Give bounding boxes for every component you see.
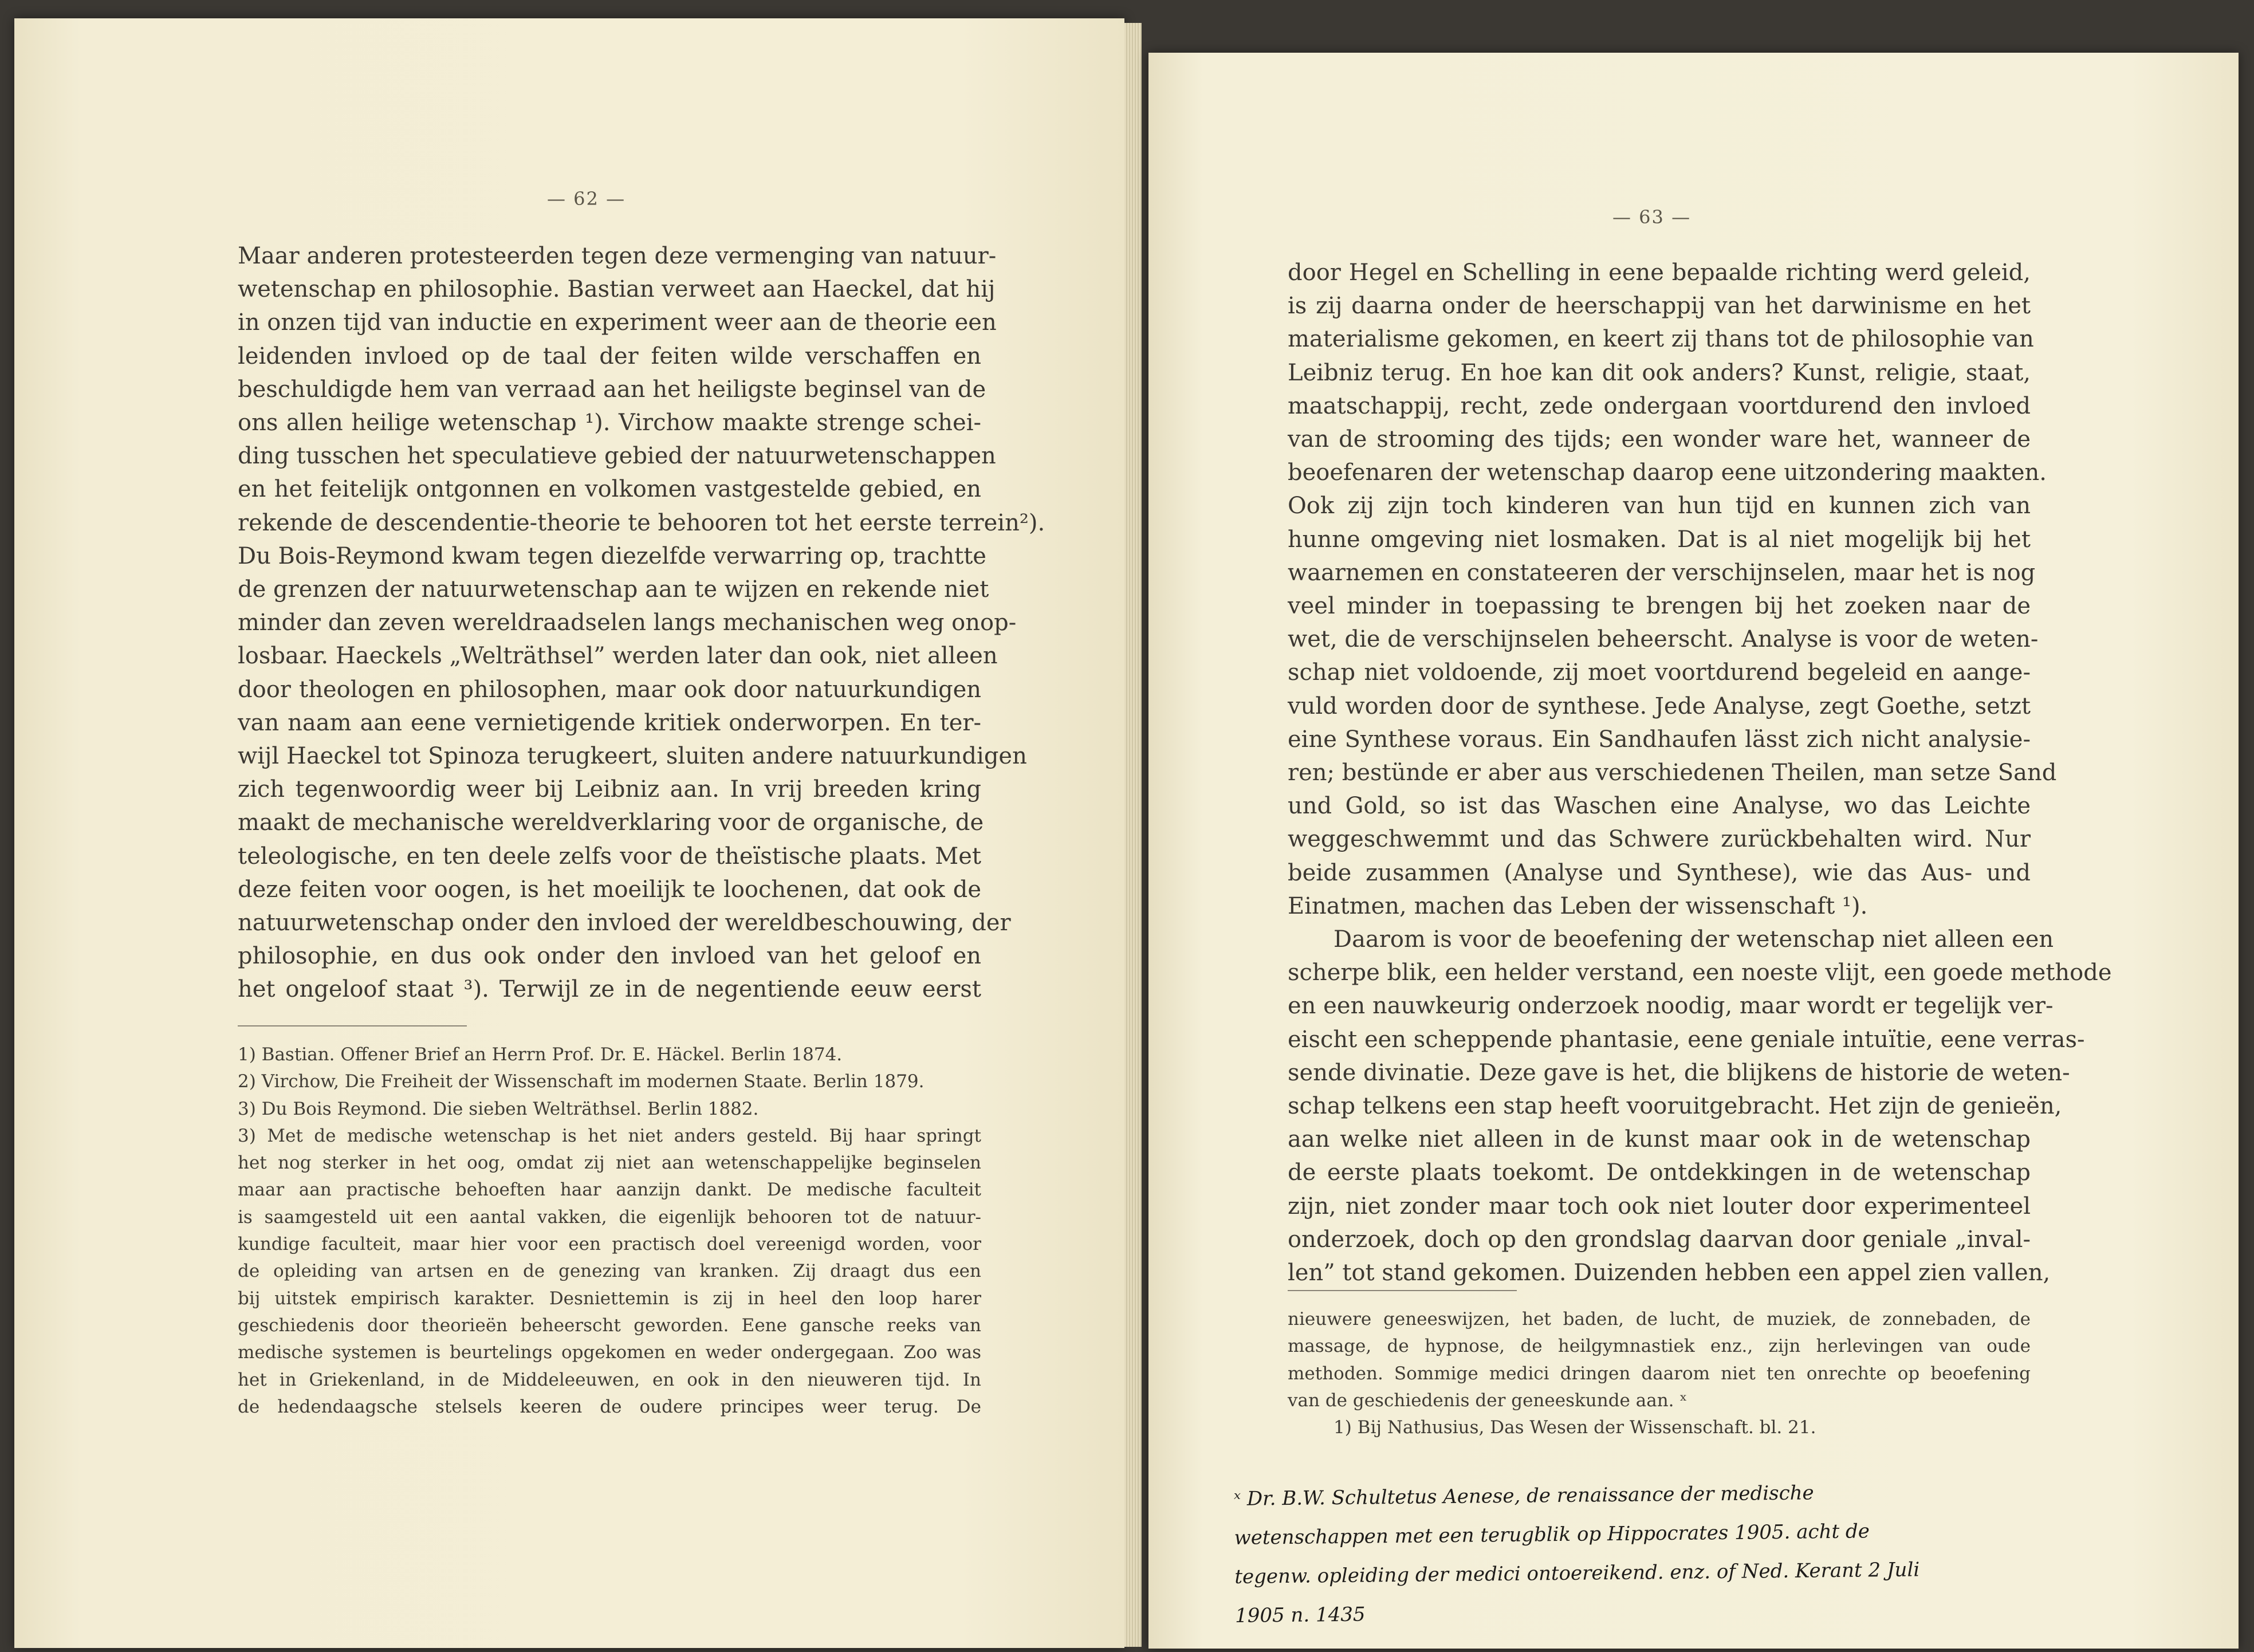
text-line: Daarom is voor de beoefening der wetenschap niet alleen een	[1333, 926, 2054, 953]
footnote-line: nieuwere geneeswijzen, het baden, de lucht, de muziek, de zonnebaden, de	[1288, 1309, 2031, 1330]
text-line: len” tot stand gekomen. Duizenden hebben een appel zien vallen,	[1288, 1260, 2051, 1287]
text-line: schap niet voldoende, zij moet voortdurend begeleid en aange-	[1288, 659, 2031, 686]
text-line: beoefenaren der wetenschap daarop eene uitzondering maakten.	[1288, 459, 2047, 486]
right-footnotes	[1288, 1306, 2031, 1441]
text-line: ding tusschen het speculatieve gebied der natuurwetenschappen	[238, 443, 996, 470]
footnote-line: geschiedenis door theorieën beheerscht geworden. Eene gansche reeks van	[238, 1315, 981, 1336]
text-line: ons allen heilige wetenschap ¹). Virchow maakte strenge schei-	[238, 410, 981, 436]
text-line: wet, die de verschijnselen beheerscht. Analyse is voor de weten-	[1288, 626, 2039, 653]
text-line: en het feitelijk ontgonnen en volkomen vastgestelde gebied, en	[238, 476, 981, 503]
text-line: maatschappij, recht, zede ondergaan voortdurend den invloed	[1288, 392, 2031, 419]
text-line: materialisme gekomen, en keert zij thans tot de philosophie van	[1288, 326, 2034, 353]
text-line: sende divinatie. Deze gave is het, die blijkens de historie de weten-	[1288, 1059, 2070, 1086]
text-line: hunne omgeving niet losmaken. Dat is al niet mogelijk bij het	[1288, 526, 2031, 553]
text-line: de grenzen der natuurwetenschap aan te wijzen en rekende niet	[238, 576, 989, 603]
footnote-line: het nog sterker in het oog, omdat zij niet aan wetenschappelijke beginselen	[238, 1153, 981, 1174]
footnote-line: het in Griekenland, in de Middeleeuwen, en ook in den nieuweren tijd. In	[238, 1369, 981, 1390]
text-line: door theologen en philosophen, maar ook door natuurkundigen	[238, 676, 981, 703]
text-line: en een nauwkeurig onderzoek noodig, maar wordt er tegelijk ver-	[1288, 993, 2054, 1020]
text-line: van de strooming des tijds; een wonder ware het, wanneer de	[1288, 426, 2031, 453]
footnote-line: methoden. Sommige medici dringen daarom niet ten onrechte op beoefening	[1288, 1363, 2031, 1384]
footnote-line: massage, de hypnose, de heilgymnastiek enz., zijn herlevingen van oude	[1288, 1336, 2031, 1357]
footnote-divider	[1288, 1290, 1517, 1291]
text-line: zijn, niet zonder maar toch ook niet louter door experimenteel	[1288, 1193, 2031, 1220]
footnote-line: 2) Virchow, Die Freiheit der Wissenschaft im modernen Staate. Berlin 1879.	[238, 1071, 925, 1092]
left-main-text	[238, 239, 1045, 1006]
text-line: leidenden invloed op de taal der feiten wilde verschaffen en	[238, 343, 981, 369]
text-line: beschuldigde hem van verraad aan het heiligste beginsel van de	[238, 376, 986, 403]
right-main-text	[1288, 256, 2112, 1289]
footnote-line: 3) Met de medische wetenschap is het niet anders gesteld. Bij haar springt	[238, 1125, 981, 1146]
footnote-line: maar aan practische behoeften haar aanzijn dankt. De medische faculteit	[238, 1179, 981, 1201]
text-line: deze feiten voor oogen, is het moeilijk te loochenen, dat ook de	[238, 876, 981, 903]
text-line: philosophie, en dus ook onder den invloed van het geloof en	[238, 943, 981, 970]
text-line: van naam aan eene vernietigende kritiek onderworpen. En ter-	[238, 709, 981, 736]
text-line: weggeschwemmt und das Schwere zurückbehalten wird. Nur	[1288, 826, 2031, 853]
left-page-number: — 62 —	[547, 188, 626, 210]
text-line: natuurwetenschap onder den invloed der wereldbeschouwing, der	[238, 910, 1011, 937]
text-line: Maar anderen protesteerden tegen deze vermenging van natuur-	[238, 243, 997, 269]
text-line: is zij daarna onder de heerschappij van het darwinisme en het	[1288, 293, 2031, 320]
footnote-line: kundige faculteit, maar hier voor een practisch doel vereenigd worden, voor	[238, 1234, 981, 1255]
text-line: ren; bestünde er aber aus verschiedenen Theilen, man setze Sand	[1288, 760, 2057, 786]
handwritten-line: wetenschappen met een terugblik op Hippocrates 1905. acht de	[1234, 1520, 1870, 1549]
handwritten-annotation	[1234, 1470, 2106, 1635]
handwritten-line: 1905 n. 1435	[1234, 1603, 1366, 1627]
footnote-line: 3) Du Bois Reymond. Die sieben Welträthsel. Berlin 1882.	[238, 1098, 759, 1119]
text-line: Einatmen, machen das Leben der wissenschaft ¹).	[1288, 892, 1868, 919]
text-line: Ook zij zijn toch kinderen van hun tijd en kunnen zich van	[1288, 493, 2031, 520]
text-line: onderzoek, doch op den grondslag daarvan door geniale „inval-	[1288, 1226, 2031, 1253]
footnote-line: bij uitstek empirisch karakter. Desniettemin is zij in heel den loop harer	[238, 1288, 981, 1309]
text-line: wijl Haeckel tot Spinoza terugkeert, sluiten andere natuurkundigen	[238, 743, 1027, 770]
handwritten-line: tegenw. opleiding der medici ontoereikend. enz. of Ned. Kerant 2 Juli	[1234, 1558, 1920, 1588]
right-page-number: — 63 —	[1612, 206, 1692, 228]
text-line: vuld worden door de synthese. Jede Analyse, zegt Goethe, setzt	[1288, 693, 2031, 719]
page-stack-edge	[1124, 23, 1142, 1647]
text-line: aan welke niet alleen in de kunst maar ook in de wetenschap	[1288, 1126, 2031, 1153]
text-line: minder dan zeven wereldraadselen langs mechanischen weg onop-	[238, 609, 1017, 636]
left-footnotes	[238, 1041, 981, 1421]
handwritten-line: ˣ Dr. B.W. Schultetus Aenese, de renaissance der medische	[1233, 1481, 1814, 1511]
footnote-line: de hedendaagsche stelsels keeren de oudere principes weer terug. De	[238, 1396, 981, 1417]
text-line: teleologische, en ten deele zelfs voor de theïstische plaats. Met	[238, 843, 981, 870]
text-line: zich tegenwoordig weer bij Leibniz aan. In vrij breeden kring	[238, 776, 981, 803]
text-line: door Hegel en Schelling in eene bepaalde richting werd geleid,	[1288, 259, 2031, 286]
text-line: beide zusammen (Analyse und Synthese), wie das Aus- und	[1288, 859, 2031, 886]
text-line: eischt een scheppende phantasie, eene geniale intuïtie, eene verras-	[1288, 1026, 2085, 1053]
text-line: losbaar. Haeckels „Welträthsel” werden later dan ook, niet alleen	[238, 643, 998, 670]
footnote-line: 1) Bastian. Offener Brief an Herrn Prof. Dr. E. Häckel. Berlin 1874.	[238, 1044, 843, 1065]
text-line: de eerste plaats toekomt. De ontdekkingen in de wetenschap	[1288, 1159, 2031, 1186]
text-line: het ongeloof staat ³). Terwijl ze in de negentiende eeuw eerst	[238, 976, 981, 1003]
footnote-line: de opleiding van artsen en de genezing van kranken. Zij draagt dus een	[238, 1261, 981, 1282]
text-line: veel minder in toepassing te brengen bij het zoeken naar de	[1288, 593, 2031, 620]
text-line: Leibniz terug. En hoe kan dit ook anders? Kunst, religie, staat,	[1288, 359, 2031, 386]
footnote-divider	[238, 1025, 467, 1026]
footnote-line: 1) Bij Nathusius, Das Wesen der Wissenschaft. bl. 21.	[1333, 1417, 1816, 1438]
text-line: in onzen tijd van inductie en experiment weer aan de theorie een	[238, 309, 997, 336]
footnote-line: van de geschiedenis der geneeskunde aan. ˣ	[1288, 1390, 1687, 1411]
text-line: waarnemen en constateeren der verschijnselen, maar het is nog	[1288, 559, 2036, 586]
text-line: schap telkens een stap heeft vooruitgebracht. Het zijn de genieën,	[1288, 1093, 2062, 1120]
text-line: wetenschap en philosophie. Bastian verweet aan Haeckel, dat hij	[238, 276, 996, 303]
text-line: scherpe blik, een helder verstand, een noeste vlijt, een goede methode	[1288, 959, 2112, 986]
footnote-line: is saamgesteld uit een aantal vakken, die eigenlijk behooren tot de natuur-	[238, 1206, 981, 1228]
text-line: maakt de mechanische wereldverklaring voor de organische, de	[238, 809, 984, 836]
text-line: rekende de descendentie-theorie te behooren tot het eerste terrein²).	[238, 509, 1045, 536]
text-line: eine Synthese voraus. Ein Sandhaufen lässt zich nicht analysie-	[1288, 726, 2031, 753]
text-line: Du Bois-Reymond kwam tegen diezelfde verwarring op, trachtte	[238, 542, 986, 569]
text-line: und Gold, so ist das Waschen eine Analyse, wo das Leichte	[1288, 793, 2031, 820]
footnote-line: medische systemen is beurtelings opgekomen en weder ondergegaan. Zoo was	[238, 1342, 981, 1363]
